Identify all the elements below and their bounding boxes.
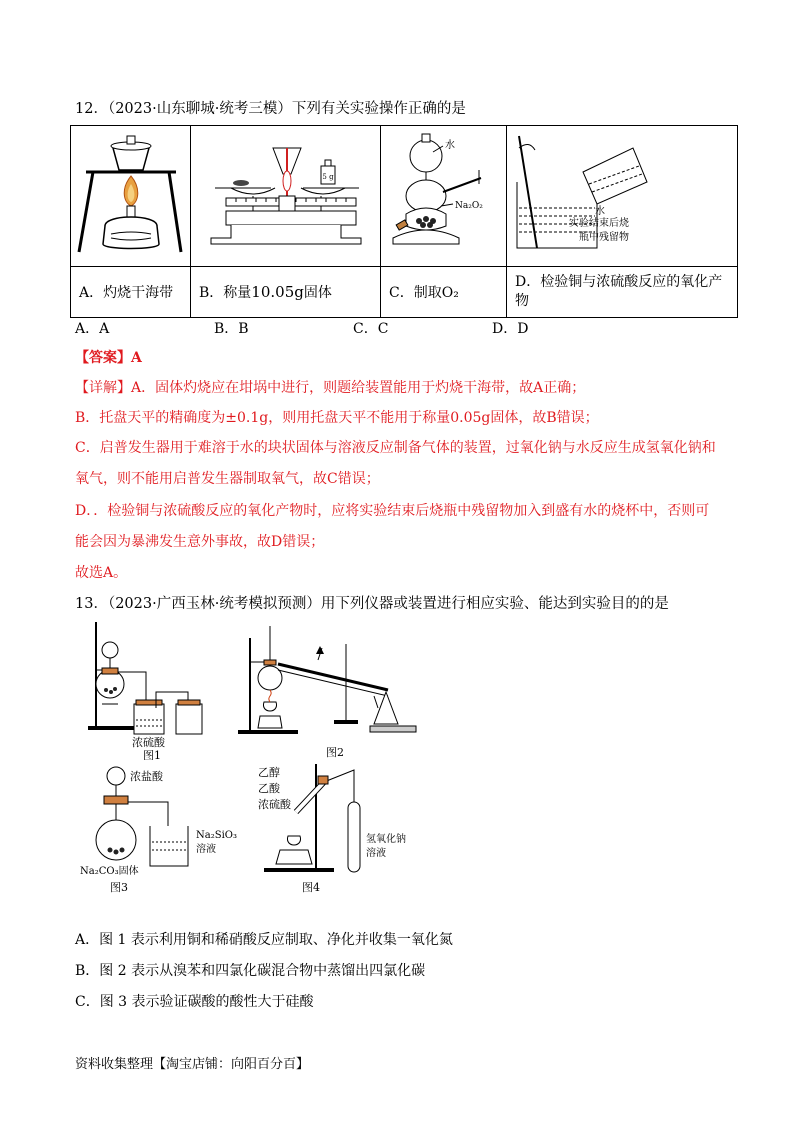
kipp-generator-figure xyxy=(381,126,506,262)
fig1-caption: 图1 xyxy=(143,749,161,760)
explain-line-7: 故选A。 xyxy=(75,565,128,581)
cell-d-image xyxy=(507,126,738,267)
q13-option-a[interactable]: A．图 1 表示利用铜和稀硝酸反应制取、净化并收集一氧化氮 xyxy=(75,932,453,948)
fig3-acid: 浓盐酸 xyxy=(130,770,163,783)
fig4-caption: 图4 xyxy=(302,881,320,894)
figure-2 xyxy=(238,624,418,760)
figure-3 xyxy=(80,762,250,896)
choice-a[interactable]: A．A xyxy=(75,321,110,337)
fig2-caption: 图2 xyxy=(326,746,344,759)
figure-1 xyxy=(88,620,218,760)
cell-c-label: C．制取O₂ xyxy=(381,267,507,318)
cell-a-image xyxy=(71,126,191,267)
explain-line-4: 氧气，则不能用启普发生器制取氧气，故C错误； xyxy=(75,471,380,487)
cell-c-image xyxy=(381,126,507,267)
balance-figure xyxy=(191,126,380,262)
explain-line-1: 【详解】A．固体灼烧应在坩埚中进行，则题给装置能用于灼烧干海带，故A正确； xyxy=(75,380,586,396)
choice-c[interactable]: C．C xyxy=(353,321,389,337)
d-water-label: 水 xyxy=(595,206,605,217)
c-reagent-label: Na₂O₂ xyxy=(455,201,483,211)
cell-b-image xyxy=(191,126,381,267)
d-note2: 瓶中残留物 xyxy=(579,232,629,243)
fig3-solution2: 溶液 xyxy=(196,844,216,855)
answer: 【答案】A xyxy=(75,350,142,366)
figure-4 xyxy=(258,762,418,896)
choice-d[interactable]: D．D xyxy=(492,321,529,337)
crucible-burner-figure xyxy=(71,126,190,262)
cell-b-label: B．称量10.05g固体 xyxy=(191,267,381,318)
explain-line-3: C．启普发生器用于难溶于水的块状固体与溶液反应制备气体的装置，过氧化钠与水反应生成氢氧化钠和 xyxy=(75,440,716,456)
fig4-r2: 乙酸 xyxy=(258,782,280,795)
fig4-s2: 溶液 xyxy=(366,848,386,859)
weight-label: 5 g xyxy=(322,173,334,181)
q13-stem: 13．（2023·广西玉林·统考模拟预测）用下列仪器或装置进行相应实验、能达到实验目的的是 xyxy=(75,596,669,612)
fig1-reagent: 浓硫酸 xyxy=(132,736,165,749)
fig4-s1: 氢氧化钠 xyxy=(366,834,406,845)
explain-line-6: 能会因为暴沸发生意外事故，故D错误； xyxy=(75,534,325,550)
cell-d-label: D．检验铜与浓硫酸反应的氧化产物 xyxy=(507,267,738,318)
fig3-caption: 图3 xyxy=(110,881,128,894)
cell-a-label: A．灼烧干海带 xyxy=(71,267,191,318)
q12-stem: 12．（2023·山东聊城·统考三模）下列有关实验操作正确的是 xyxy=(75,101,466,117)
q12-options-table xyxy=(70,125,738,318)
fig4-r3: 浓硫酸 xyxy=(258,798,291,811)
q13-option-b[interactable]: B．图 2 表示从溴苯和四氯化碳混合物中蒸馏出四氯化碳 xyxy=(75,963,426,979)
choice-b[interactable]: B．B xyxy=(214,321,249,337)
explain-line-5: D．．检验铜与浓硫酸反应的氧化产物时，应将实验结束后烧瓶中残留物加入到盛有水的烧杯中，否则可 xyxy=(75,503,710,519)
q13-option-c[interactable]: C．图 3 表示验证碳酸的酸性大于硅酸 xyxy=(75,994,314,1010)
footer: 资料收集整理【淘宝店铺：向阳百分百】 xyxy=(75,1057,310,1072)
fig4-r1: 乙醇 xyxy=(258,766,280,779)
d-note1: 实验结束后烧 xyxy=(569,218,629,229)
fig3-solution1: Na₂SiO₃ xyxy=(196,830,237,841)
c-water-label: 水 xyxy=(445,140,455,151)
dilution-figure xyxy=(507,126,737,262)
explain-line-2: B．托盘天平的精确度为±0.1g，则用托盘天平不能用于称量0.05g固体，故B错误； xyxy=(75,410,599,426)
fig3-solid: Na₂CO₃固体 xyxy=(80,866,139,877)
